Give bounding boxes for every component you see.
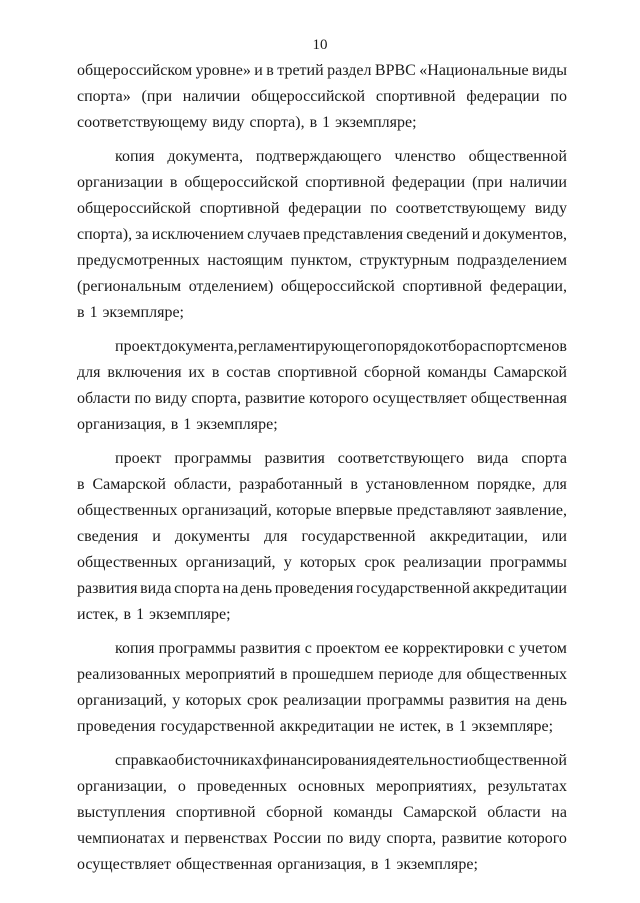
text-line: проведения государственной аккредитации не истек, в 1 экземпляре; bbox=[77, 718, 554, 735]
text-line: в Самарской области, разработанный в установленном порядке, для bbox=[77, 476, 567, 493]
paragraph bbox=[77, 144, 567, 326]
paragraph bbox=[77, 748, 567, 878]
text-line: проект документа, регламентирующего порядок отбора спортсменов bbox=[115, 338, 567, 355]
text-line: в 1 экземпляре; bbox=[77, 304, 184, 321]
text-line: реализованных мероприятий в прошедшем периоде для общественных bbox=[77, 666, 567, 683]
text-line: копия документа, подтверждающего членство общественной bbox=[115, 148, 567, 165]
text-line: организации в общероссийской спортивной федерации (при наличии bbox=[77, 174, 567, 191]
text-line: спорта), за исключением случаев представления сведений и документов, bbox=[77, 226, 567, 243]
text-line: справка об источниках финансирования деятельности общественной bbox=[115, 752, 567, 769]
paragraph bbox=[77, 58, 567, 136]
text-line: общероссийском уровне» и в третий раздел ВРВС «Национальные виды bbox=[77, 62, 567, 79]
document-body bbox=[77, 58, 567, 878]
paragraph bbox=[77, 334, 567, 438]
text-line: для включения их в состав спортивной сборной команды Самарской bbox=[77, 364, 567, 381]
text-line: развития вида спорта на день проведения государственной аккредитации bbox=[77, 580, 567, 597]
text-line: организаций, у которых срок реализации программы развития на день bbox=[77, 692, 567, 709]
text-line: организации, о проведенных основных мероприятиях, результатах bbox=[77, 778, 567, 795]
text-line: организация, в 1 экземпляре; bbox=[77, 416, 278, 433]
text-line: спорта» (при наличии общероссийской спортивной федерации по bbox=[77, 88, 567, 105]
text-line: (региональным отделением) общероссийской спортивной федерации, bbox=[77, 278, 567, 295]
text-line: копия программы развития с проектом ее корректировки с учетом bbox=[115, 640, 567, 657]
text-line: общероссийской спортивной федерации по соответствующему виду bbox=[77, 200, 567, 217]
paragraph bbox=[77, 446, 567, 628]
text-line: выступления спортивной сборной команды Самарской области на bbox=[77, 804, 567, 821]
paragraph bbox=[77, 636, 567, 740]
text-line: чемпионатах и первенствах России по виду спорта, развитие которого bbox=[77, 830, 567, 847]
text-line: осуществляет общественная организация, в 1 экземпляре; bbox=[77, 856, 478, 873]
text-line: области по виду спорта, развитие которого осуществляет общественная bbox=[77, 390, 567, 407]
text-line: истек, в 1 экземпляре; bbox=[77, 606, 231, 623]
text-line: проект программы развития соответствующего вида спорта bbox=[115, 450, 567, 467]
text-line: предусмотренных настоящим пунктом, структурным подразделением bbox=[77, 252, 567, 269]
text-line: соответствующему виду спорта), в 1 экземпляре; bbox=[77, 114, 417, 131]
text-line: общественных организаций, у которых срок реализации программы bbox=[77, 554, 567, 571]
text-line: сведения и документы для государственной аккредитации, или bbox=[77, 528, 567, 545]
page-number: 10 bbox=[312, 37, 328, 53]
text-line: общественных организаций, которые впервые представляют заявление, bbox=[77, 502, 567, 519]
